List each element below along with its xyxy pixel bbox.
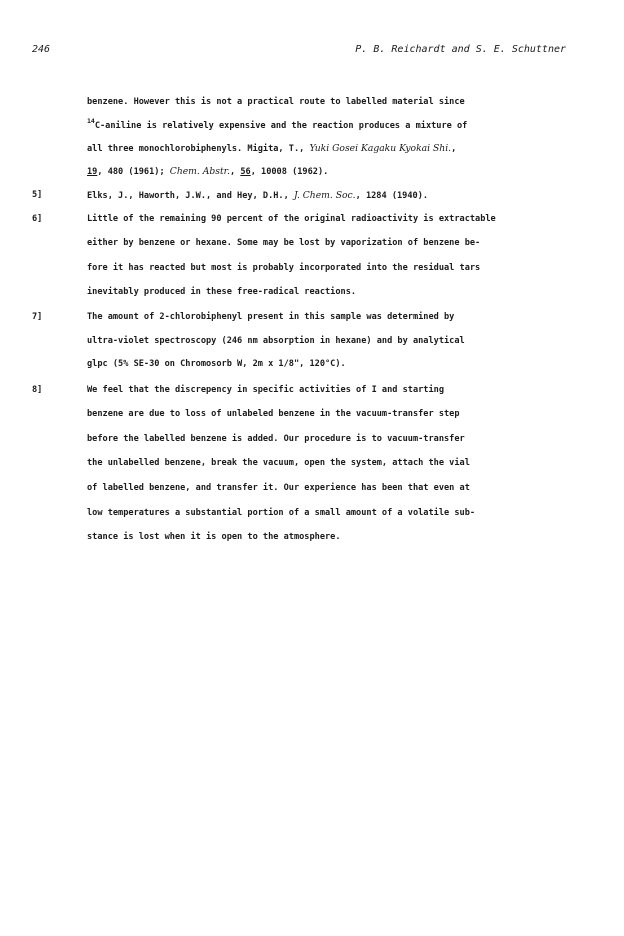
note-text: benzene. However this is not a practical route to labelled material since <box>87 97 465 107</box>
note-line <box>87 190 428 201</box>
volume-number: 56 <box>240 167 251 177</box>
page-number: 246 <box>32 44 51 55</box>
note-line: either by benzene or hexane. Some may be lost by vaporization of benzene be- <box>87 238 481 248</box>
note-line <box>87 97 465 107</box>
note-line: glpc (5% SE-30 on Chromosorb W, 2m x 1/8", 120°C). <box>87 359 346 369</box>
note-number: 7] <box>32 312 43 322</box>
note-line: the unlabelled benzene, break the vacuum, open the system, attach the vial <box>87 458 470 468</box>
note-line: Little of the remaining 90 percent of the original radioactivity is extractable <box>87 214 496 224</box>
note-text: , <box>229 167 241 177</box>
note-line: We feel that the discrepency in specific activities of I and starting <box>87 385 444 395</box>
note-line: low temperatures a substantial portion of a small amount of a volatile sub- <box>87 508 476 518</box>
note-line: The amount of 2-chlorobiphenyl present in this sample was determined by <box>87 312 455 322</box>
note-number: 5] <box>32 190 43 200</box>
note-number: 6] <box>32 214 43 224</box>
isotope-superscript: 14 <box>87 117 95 125</box>
note-line: of labelled benzene, and transfer it. Our experience has been that even at <box>87 483 470 493</box>
note-text: , 480 (1961); <box>97 167 170 177</box>
note-line: ultra-violet spectroscopy (246 nm absorption in hexane) and by analytical <box>87 336 465 346</box>
note-text: , 10008 (1962). <box>250 167 329 177</box>
note-line: benzene are due to loss of unlabeled benzene in the vacuum-transfer step <box>87 409 460 419</box>
running-authors: P. B. Reichardt and S. E. Schuttner <box>355 44 566 55</box>
note-line: stance is lost when it is open to the atmosphere. <box>87 532 341 542</box>
running-header <box>32 44 566 55</box>
note-line: before the labelled benzene is added. Our procedure is to vacuum-transfer <box>87 434 465 444</box>
journal-title: J. Chem. Soc. <box>293 190 356 201</box>
note-line <box>87 166 328 177</box>
note-text: , 1284 (1940). <box>355 191 429 201</box>
note-line <box>87 118 467 131</box>
note-text: , <box>451 144 457 154</box>
journal-title: Yuki Gosei Kagaku Kyokai Shi. <box>309 143 452 154</box>
note-line: fore it has reacted but most is probably incorporated into the residual tars <box>87 263 481 273</box>
note-text: all three monochlorobiphenyls. Migita, T., <box>87 144 310 154</box>
note-line <box>87 143 456 154</box>
volume-number: 19 <box>87 167 98 177</box>
note-number: 8] <box>32 385 43 395</box>
journal-title: Chem. Abstr. <box>169 166 230 177</box>
note-text: Elks, J., Haworth, J.W., and Hey, D.H., <box>87 191 294 201</box>
note-text: C-aniline is relatively expensive and the reaction produces a mixture of <box>94 120 468 131</box>
note-line: inevitably produced in these free-radical reactions. <box>87 287 357 297</box>
